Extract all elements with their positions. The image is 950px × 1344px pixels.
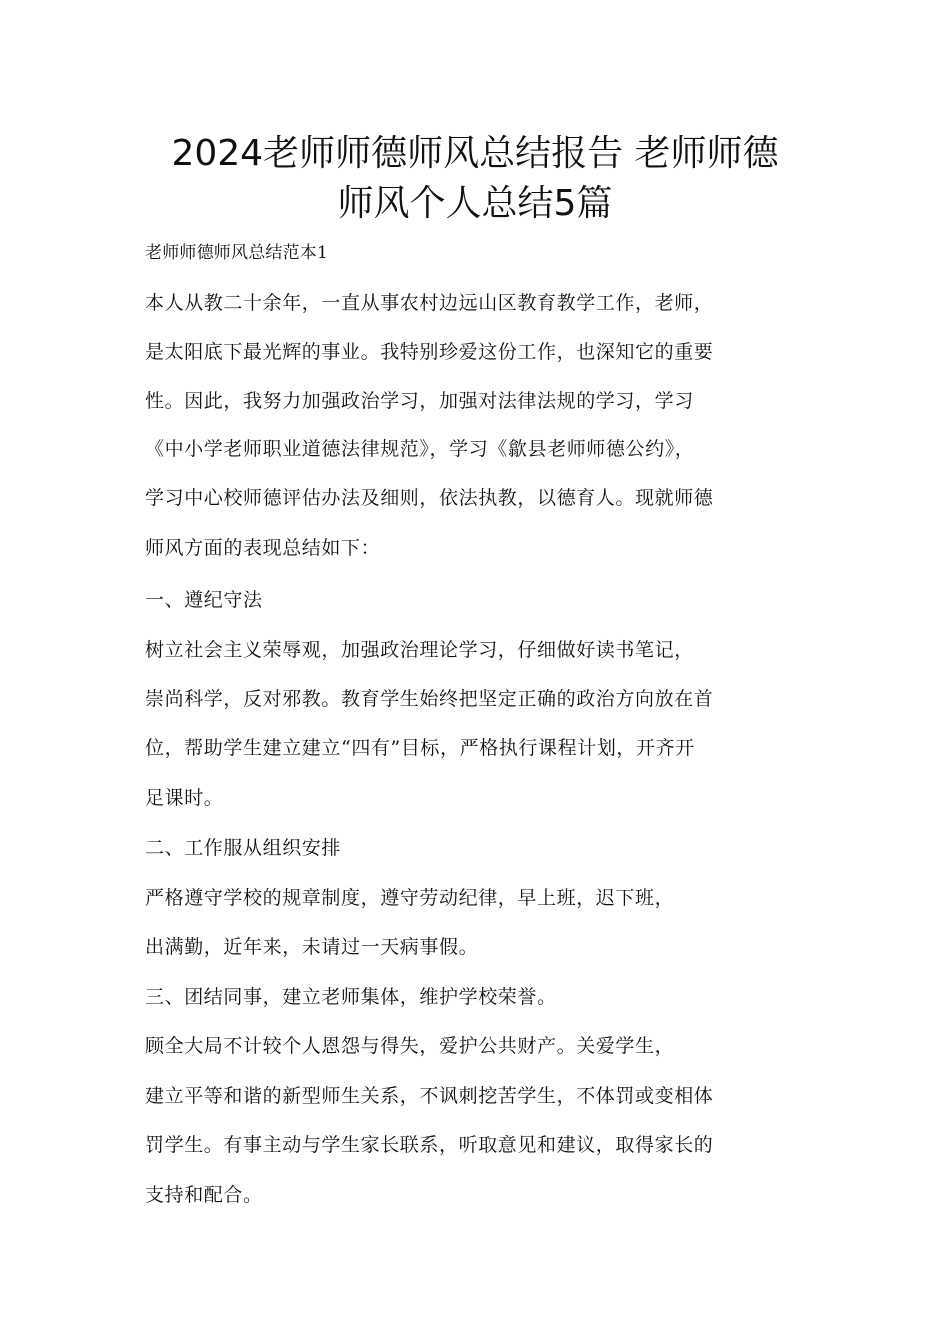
document-title-line-2: 师风个人总结5篇 <box>337 183 613 224</box>
body-line: 支持和配合。 <box>145 1184 263 1206</box>
body-line: 罚学生。有事主动与学生家长联系，听取意见和建议，取得家长的 <box>145 1134 714 1156</box>
section-heading: 一、遵纪守法 <box>145 589 263 611</box>
body-line: 崇尚科学，反对邪教。教育学生始终把坚定正确的政治方向放在首 <box>145 688 714 710</box>
section-heading: 三、团结同事，建立老师集体，维护学校荣誉。 <box>145 986 557 1008</box>
body-line: 是太阳底下最光辉的事业。我特别珍爱这份工作，也深知它的重要 <box>145 341 714 363</box>
body-line: 师风方面的表现总结如下： <box>145 537 381 559</box>
body-line: 树立社会主义荣辱观，加强政治理论学习，仔细做好读书笔记， <box>145 639 694 661</box>
section-subtitle: 老师师德师风总结范本1 <box>145 243 329 263</box>
body-line: 本人从教二十余年，一直从事农村边远山区教育教学工作，老师， <box>145 292 714 314</box>
body-line: 严格遵守学校的规章制度，遵守劳动纪律，早上班，迟下班， <box>145 887 675 909</box>
body-line: 出满勤，近年来，未请过一天病事假。 <box>145 936 479 958</box>
body-line: 《中小学老师职业道德法律规范》，学习《歙县老师师德公约》， <box>145 438 695 460</box>
body-line: 足课时。 <box>145 787 224 809</box>
section-heading: 二、工作服从组织安排 <box>145 837 342 859</box>
document-title-line-1: 2024老师师德师风总结报告 老师师德 <box>171 133 779 174</box>
body-line: 建立平等和谐的新型师生关系，不讽刺挖苦学生，不体罚或变相体 <box>145 1085 714 1107</box>
body-line: 性。因此，我努力加强政治学习，加强对法律法规的学习，学习 <box>145 390 694 412</box>
body-line: 位，帮助学生建立建立“四有”目标，严格执行课程计划，开齐开 <box>145 737 695 759</box>
body-line: 学习中心校师德评估办法及细则，依法执教，以德育人。现就师德 <box>145 487 714 509</box>
body-line: 顾全大局不计较个人恩怨与得失，爱护公共财产。关爱学生， <box>145 1035 675 1057</box>
